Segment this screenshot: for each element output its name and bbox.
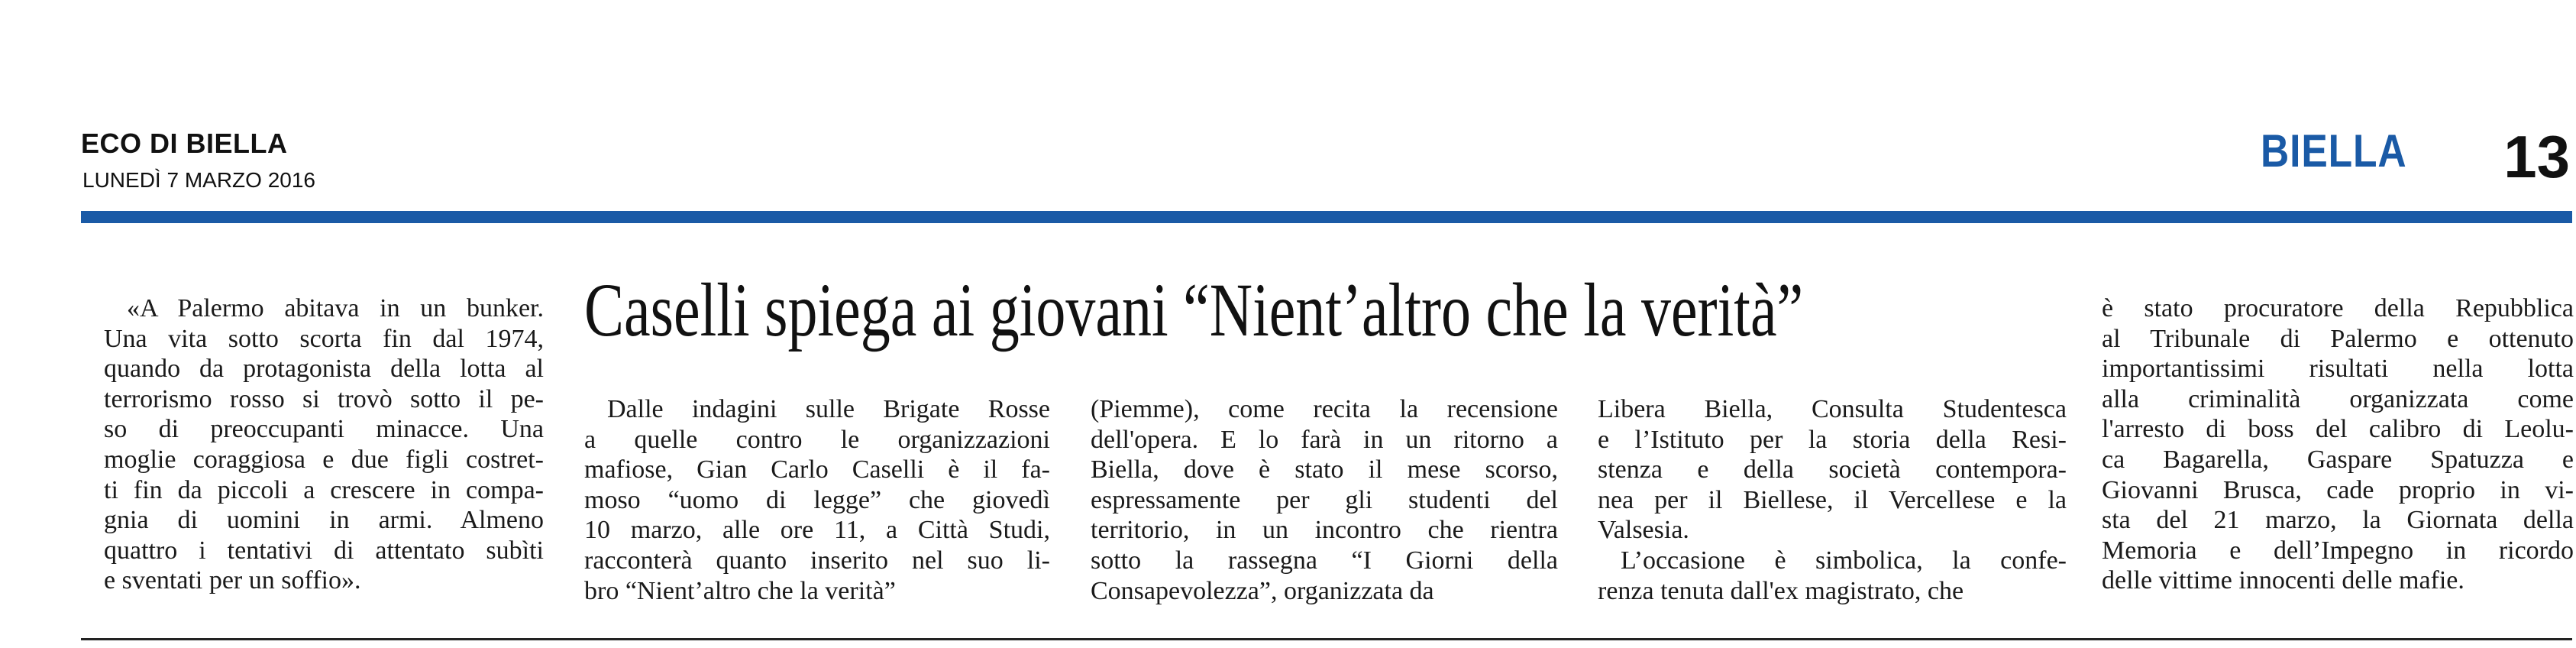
text-line: gnia di uomini in armi. Almeno xyxy=(104,506,544,535)
text-line: è stato procuratore della Repubblica xyxy=(2102,294,2574,322)
article-column-4 xyxy=(1598,394,2067,606)
text-line: Memoria e dell’Impegno in ricordo xyxy=(2102,536,2574,565)
article-column-2 xyxy=(584,394,1050,606)
issue-date: LUNEDÌ 7 MARZO 2016 xyxy=(82,168,315,192)
text-line: Biella, dove è stato il mese scorso, xyxy=(1091,455,1558,484)
text-line: Valsesia. xyxy=(1598,516,1689,545)
text-line: terrorismo rosso si trovò sotto il pe- xyxy=(104,384,544,413)
text-line: espressamente per gli studenti del xyxy=(1091,485,1558,514)
text-line: racconterà quanto inserito nel suo li- xyxy=(584,546,1050,575)
text-line: «A Palermo abitava in un bunker. xyxy=(127,294,544,322)
text-line: ca Bagarella, Gaspare Spatuzza e xyxy=(2102,445,2574,474)
text-line: al Tribunale di Palermo e ottenuto xyxy=(2102,324,2574,353)
header-rule xyxy=(81,211,2572,223)
text-line: (Piemme), come recita la recensione xyxy=(1091,395,1558,423)
text-line: sta del 21 marzo, la Giornata della xyxy=(2102,506,2574,535)
text-line: importantissimi risultati nella lotta xyxy=(2102,355,2574,384)
text-line: renza tenuta dall'ex magistrato, che xyxy=(1598,576,1964,605)
section-name: BIELLA xyxy=(2261,125,2407,177)
article-column-1 xyxy=(82,293,544,596)
text-line: Dalle indagini sulle Brigate Rosse xyxy=(607,395,1050,423)
text-line: quattro i tentativi di attentato subìti xyxy=(104,536,544,565)
text-line: stenza e della società contempora- xyxy=(1598,455,2067,484)
text-line: e sventati per un soffio». xyxy=(104,566,361,595)
text-line: Libera Biella, Consulta Studentesca xyxy=(1598,395,2067,423)
article-column-3 xyxy=(1091,394,1558,606)
text-line: territorio, in un incontro che rientra xyxy=(1091,516,1558,545)
article-column-5 xyxy=(2102,293,2574,596)
text-line: Consapevolezza”, organizzata da xyxy=(1091,576,1434,605)
text-line: sotto la rassegna “I Giorni della xyxy=(1091,546,1558,575)
text-line: Giovanni Brusca, cade proprio in vi- xyxy=(2102,475,2574,504)
article-column-4-paragraph-2 xyxy=(1598,546,2067,606)
footer-rule xyxy=(81,638,2572,640)
page-number: 13 xyxy=(2503,123,2570,190)
text-line: quando da protagonista della lotta al xyxy=(104,355,544,384)
text-line: so di preoccupanti minacce. Una xyxy=(104,415,544,444)
text-line: mafiose, Gian Carlo Caselli è il fa- xyxy=(584,455,1050,484)
text-line: e l’Istituto per la storia della Resi- xyxy=(1598,425,2067,454)
text-line: Una vita sotto scorta fin dal 1974, xyxy=(104,324,544,353)
text-line: ti fin da piccoli a crescere in compa- xyxy=(104,475,544,504)
text-line: moglie coraggiosa e due figli costret- xyxy=(104,445,544,474)
text-line: bro “Nient’altro che la verità” xyxy=(584,576,896,605)
text-line: a quelle contro le organizzazioni xyxy=(584,425,1050,454)
text-line: L’occasione è simbolica, la confe- xyxy=(1621,546,2067,575)
text-line: delle vittime innocenti delle mafie. xyxy=(2102,566,2464,595)
text-line: moso “uomo di legge” che giovedì xyxy=(584,485,1050,514)
article-column-4-paragraph-1 xyxy=(1598,394,2067,546)
article-headline: Caselli spiega ai giovani “Nient’altro che la verità” xyxy=(584,267,1804,352)
newspaper-name: ECO DI BIELLA xyxy=(81,128,288,159)
text-line: 10 marzo, alle ore 11, a Città Studi, xyxy=(584,516,1050,545)
text-line: dell'opera. E lo farà in un ritorno a xyxy=(1091,425,1558,454)
text-line: alla criminalità organizzata come xyxy=(2102,384,2574,413)
text-line: l'arresto di boss del calibro di Leolu- xyxy=(2102,415,2574,444)
text-line: nea per il Biellese, il Vercellese e la xyxy=(1598,485,2067,514)
